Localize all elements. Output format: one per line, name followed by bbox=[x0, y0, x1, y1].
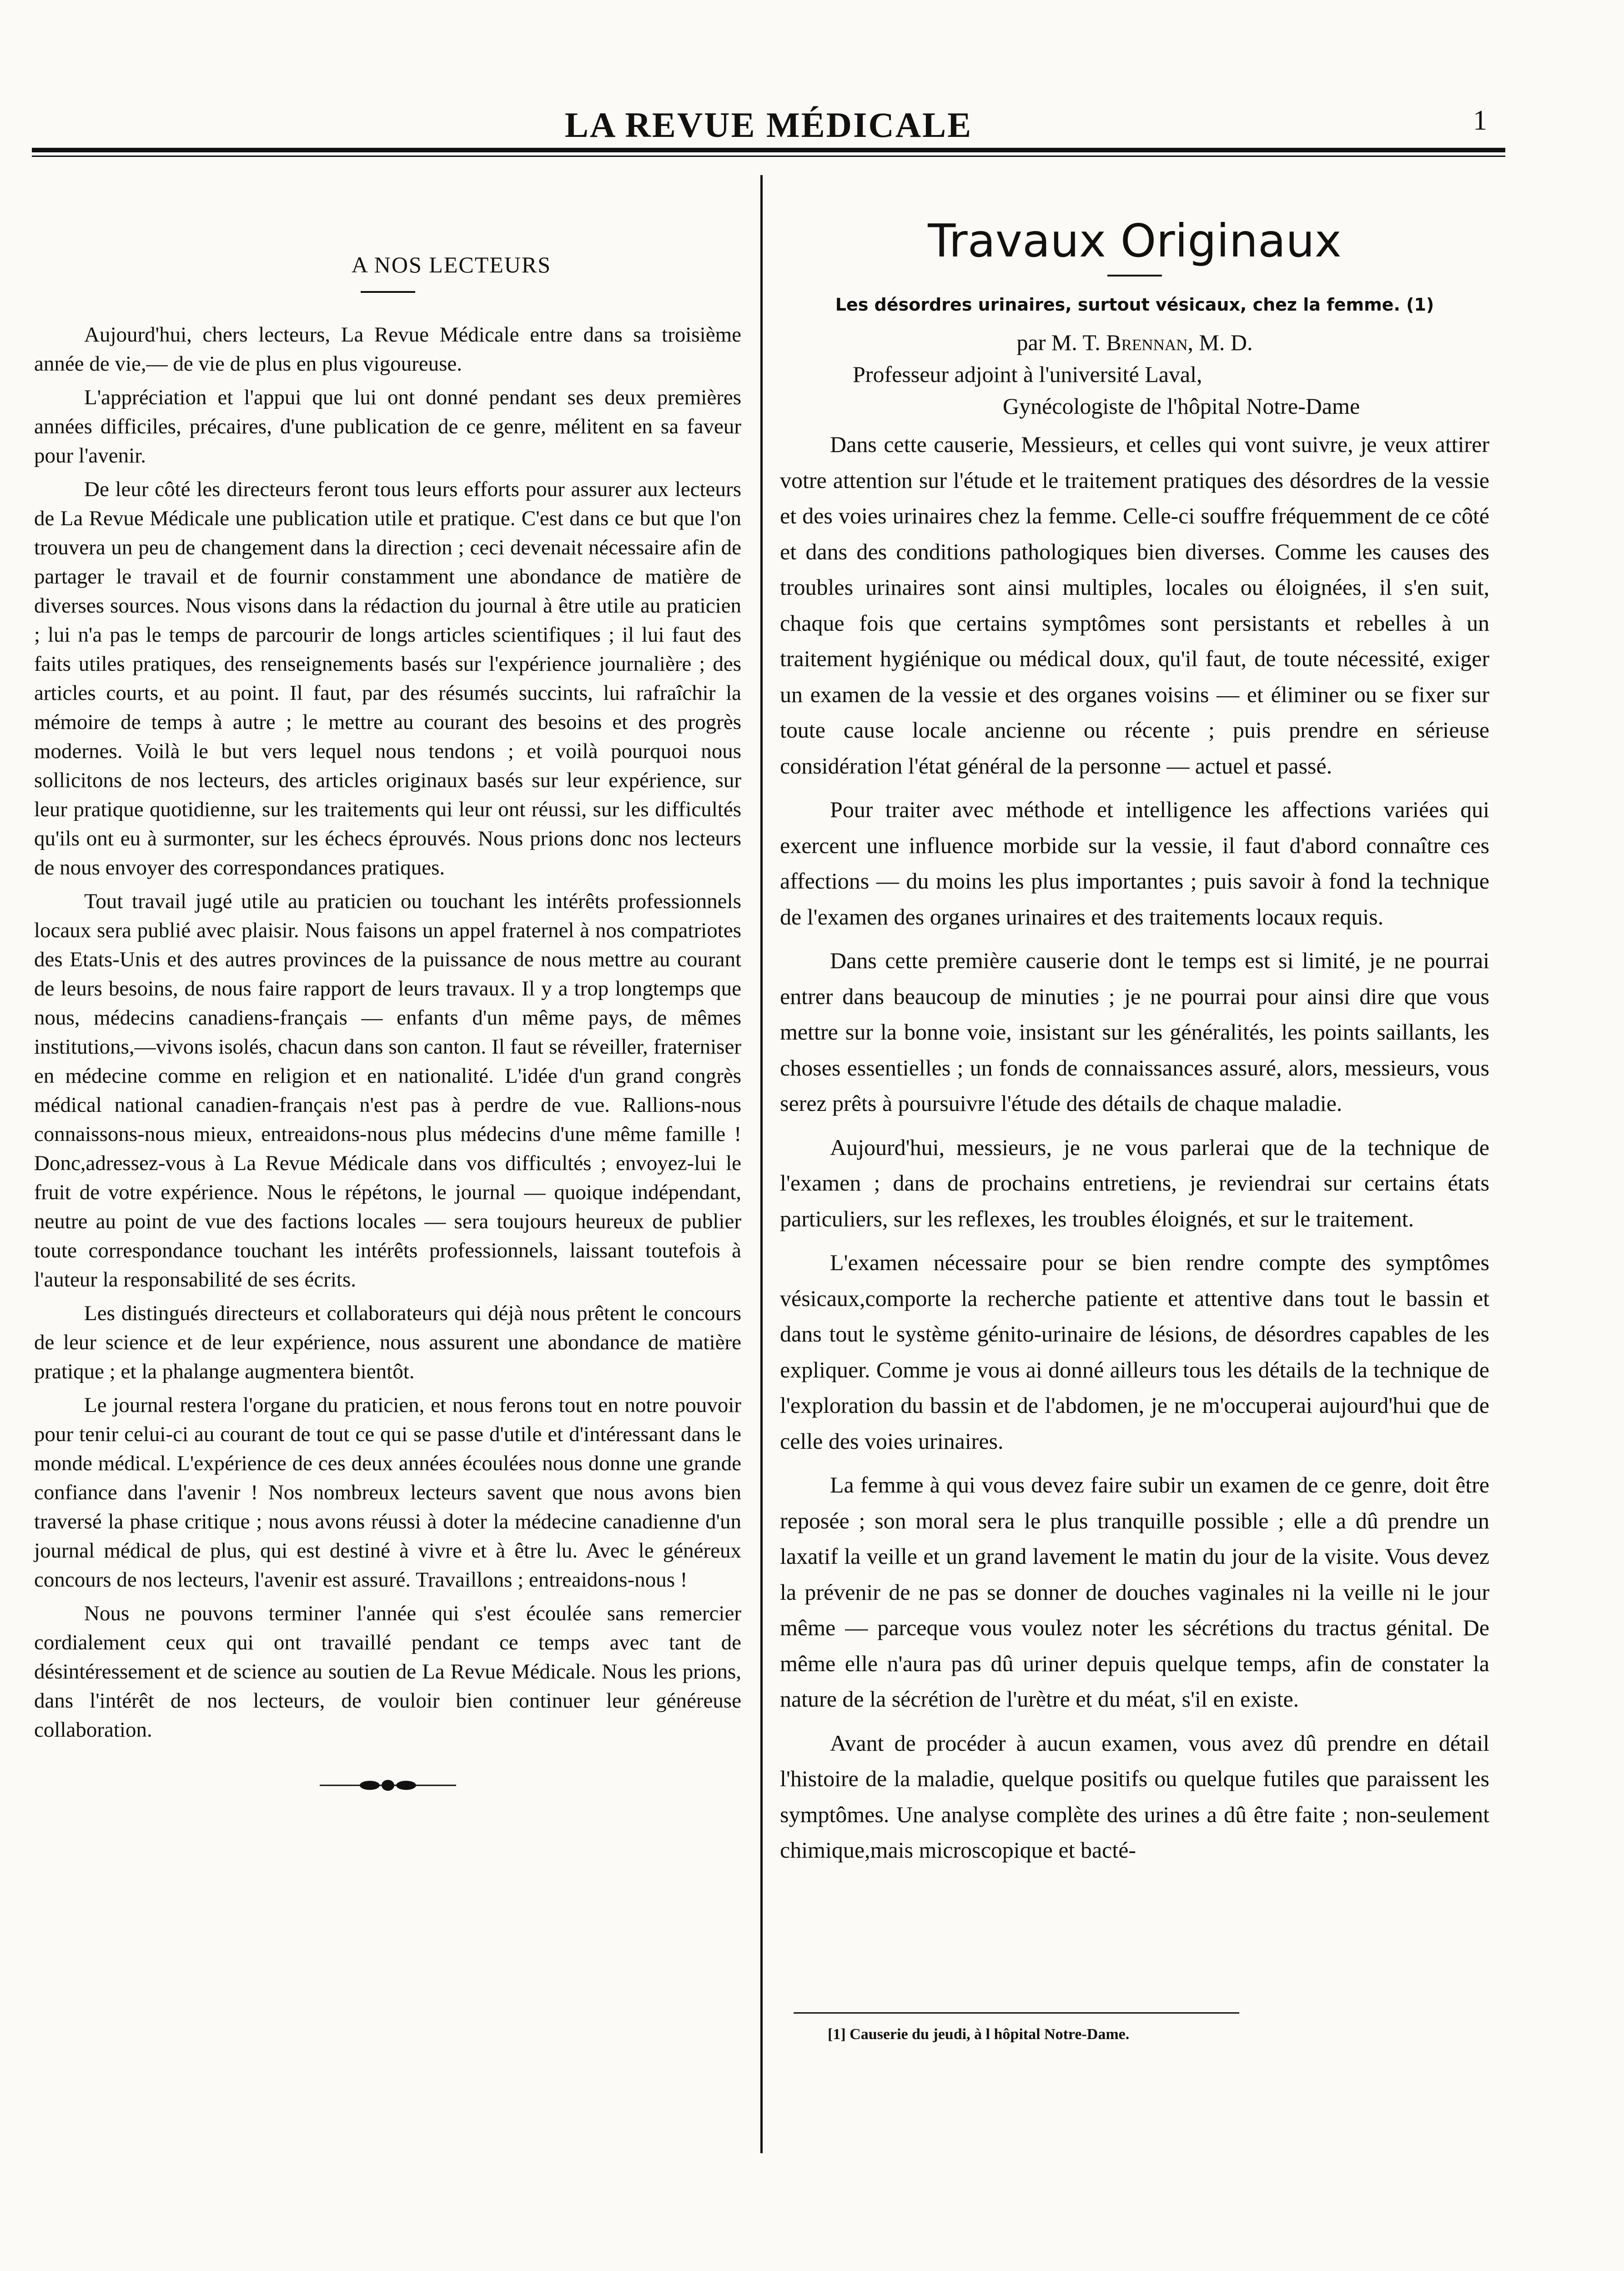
article-paragraph: La femme à qui vous devez faire subir un examen de ce genre, doit être reposée ; son moral sera le plus tranquille possible ; elle a dû prendre un laxatif la veille et un grand lavement le matin du jour de la visite. Vous devez la prévenir de ne pas se donner de douches vaginales ni la veille ni le jour même — parceque vous voulez noter les sécrétions du tractus génital. De même elle n'aura pas dû uriner depuis quelque temps, afin de constater la nature de la sécrétion de l'urètre et du méat, s'il en existe. bbox=[780, 1472, 1489, 1712]
article-column bbox=[780, 214, 1489, 1868]
article-title: Les désordres urinaires, surtout vésicaux, chez la femme. (1) bbox=[835, 295, 1434, 315]
editorial-paragraph: Le journal restera l'organe du praticien, et nous ferons tout en notre pouvoir pour tenir celui-ci au courant de tout ce qui se passe d'utile et d'intéressant dans le monde médical. L'expérience de ces deux années écoulées nous donne une grande confiance dans l'avenir ! Nos nombreux lecteurs savent que nous avons bien traversé la phase critique ; nous avons réussi à doter la médecine canadienne d'un journal médical de plus, qui est destiné à vivre et à être lu. Avec le généreux concours de nos lecteurs, l'avenir est assuré. Travaillons ; entreaidons-nous ! bbox=[34, 1393, 741, 1592]
article-paragraph: Avant de procéder à aucun examen, vous avez dû prendre en détail l'histoire de la maladie, quelque positifs ou quelque futiles que paraissent les symptômes. Une analyse complète des urines a dû être faite ; non-seulement chimique,mais microscopique et bacté- bbox=[780, 1730, 1489, 1863]
editorial-paragraph: Les distingués directeurs et collaborateurs qui déjà nous prêtent le concours de leur science et de leur expérience, nous assurent une abondance de matière pratique ; et la phalange augmentera bientôt. bbox=[34, 1301, 741, 1383]
footnote-rule bbox=[794, 2012, 1239, 2014]
editorial-paragraph: L'appréciation et l'appui que lui ont donné pendant ses deux premières années difficiles, précaires, d'une publication de ce genre, mélitent en sa faveur pour l'avenir. bbox=[34, 386, 741, 467]
editorial-paragraph: Tout travail jugé utile au praticien ou touchant les intérêts professionnels locaux sera publié avec plaisir. Nous faisons un appel fraternel à nos compatriotes des Etats-Unis et des autres provinces de la puissance de nous mettre au courant de leurs besoins, de nous faire rapport de leurs travaux. Il y a trop longtemps que nous, médecins canadiens-français — enfants d'un même pays, de mêmes institutions,—vivons isolés, chacun dans son canton. Il faut se réveiller, fraterniser en médecine comme en religion et en nationalité. L'idée d'un grand congrès médical national canadien-français n'est pas à perdre de vue. Rallions-nous connaissons-nous mieux, entreaidons-nous plus médecins d'une même famille ! Donc,adressez-vous à La Revue Médicale dans vos difficultés ; envoyez-lui le fruit de votre expérience. Nous le répétons, le journal — quoique indépendant, neutre au point de vue des factions locales — sera toujours heureux de publier toute correspondance touchant les intérêts professionnels, laissant toutefois à l'auteur la responsabilité de ses écrits. bbox=[34, 889, 741, 1291]
editorial-heading: A NOS LECTEURS bbox=[351, 252, 552, 277]
editorial-paragraph: Aujourd'hui, chers lecteurs, La Revue Médicale entre dans sa troisième année de vie,— de vie de plus en plus vigoureuse. bbox=[34, 323, 741, 376]
column-divider bbox=[760, 175, 763, 2153]
article-paragraph: Dans cette causerie, Messieurs, et celles qui vont suivre, je veux attirer votre attention sur l'étude et le traitement pratiques des désordres de la vessie et des voies urinaires chez la femme. Celle-ci souffre fréquemment de ce côté et dans des conditions pathologiques bien diverses. Comme les causes des troubles urinaires sont ainsi multiples, locales ou éloignées, il s'en suit, chaque fois que certains symptômes sont persistants et rebelles à un traitement hygiénique ou médical doux, qu'il faut, de toute nécessité, exiger un examen de la vessie et des organes voisins — et éliminer ou se fixer sur toute cause locale ancienne ou récente ; puis prendre en sérieuse considération l'état général de la personne — actuel et passé. bbox=[780, 432, 1489, 779]
heading-rule bbox=[361, 291, 415, 293]
byline-suffix: , M. D. bbox=[1187, 330, 1253, 355]
editorial-paragraph: De leur côté les directeurs feront tous leurs efforts pour assurer aux lecteurs de La Revue Médicale une publication utile et pratique. C'est dans ce but que l'on trouvera un peu de changement dans la direction ; ceci devenait nécessaire afin de partager le travail et de fournir constamment une abondance de matière de diverses sources. Nous visons dans la rédaction du journal à être utile au praticien ; lui n'a pas le temps de parcourir de longs articles scientifiques ; il lui faut des faits utiles pratiques, des renseignements basés sur l'expérience journalière ; des articles courts, et au point. Il faut, par des résumés succints, lui rafraîchir la mémoire de temps à autre ; le mettre au courant des besoins et des progrès modernes. Voilà le but vers lequel nous tendons ; et voilà pourquoi nous sollicitons de nos lecteurs, des articles originaux basés sur leur expérience, sur leur pratique quotidienne, sur les traitements qui leur ont réussi, sur les difficultés qu'ils ont eu à surmonter, sur les échecs éprouvés. Nous prions donc nos lecteurs de nous envoyer des correspondances pratiques. bbox=[34, 477, 741, 879]
article-paragraph: L'examen nécessaire pour se bien rendre compte des symptômes vésicaux,comporte la recherche patiente et attentive dans tout le bassin et dans tout le système génito-urinaire de lésions, de désordres capables de les expliquer. Comme je vous ai donné ailleurs tous les détails de la technique de l'exploration du bassin et de l'abdomen, je ne m'occuperai aujourd'hui que de celle des voies urinaires. bbox=[780, 1250, 1489, 1454]
byline-prefix: par M. T. bbox=[1016, 330, 1101, 355]
author-name: Brennan bbox=[1106, 330, 1188, 355]
masthead bbox=[32, 105, 1505, 159]
article-paragraph: Aujourd'hui, messieurs, je ne vous parlerai que de la technique de l'examen ; dans de prochains entretiens, je reviendrai sur certains états particuliers, sur les reflexes, les troubles éloignés, et sur le traitement. bbox=[780, 1134, 1489, 1231]
footnote: [1] Causerie du jeudi, à l hôpital Notre-Dame. bbox=[828, 2026, 1130, 2043]
page-number: 1 bbox=[1473, 105, 1487, 136]
editorial-paragraph: Nous ne pouvons terminer l'année qui s'est écoulée sans remercier cordialement ceux qui ont travaillé pendant ce temps avec tant de désintéressement et de science au soutien de La Revue Médicale. Nous les prions, dans l'intérêt de nos lecteurs, de vouloir bien continuer leur généreuse collaboration. bbox=[34, 1602, 741, 1742]
affiliation-line: Gynécologiste de l'hôpital Notre-Dame bbox=[1003, 393, 1360, 419]
journal-title: LA REVUE MÉDICALE bbox=[564, 105, 973, 145]
masthead-rule-thick bbox=[32, 148, 1505, 152]
article-paragraph: Pour traiter avec méthode et intelligence les affections variées qui exercent une influence morbide sur la vessie, il faut d'abord connaître ces affections — du moins les plus importantes ; puis savoir à fond la technique de l'examen des organes urinaires et des traitements locaux requis. bbox=[780, 797, 1489, 930]
masthead-rule-thin bbox=[32, 156, 1505, 157]
byline bbox=[780, 327, 1489, 358]
end-ornament bbox=[320, 1776, 456, 1794]
editorial-column bbox=[34, 250, 741, 1794]
section-rule bbox=[1107, 275, 1162, 276]
author-affiliation bbox=[780, 358, 1489, 422]
article-paragraph: Dans cette première causerie dont le temps est si limité, je ne pourrai entrer dans beaucoup de minuties ; je ne pourrai pour ainsi dire que vous mettre sur la bonne voie, insistant sur les généralités, les points saillants, les choses essentielles ; un fonds de connaissances assuré, alors, messieurs, vous serez prêts à poursuivre l'étude des détails de chaque maladie. bbox=[780, 948, 1489, 1116]
section-heading: Travaux Originaux bbox=[928, 214, 1342, 267]
affiliation-line: Professeur adjoint à l'université Laval, bbox=[853, 362, 1202, 387]
